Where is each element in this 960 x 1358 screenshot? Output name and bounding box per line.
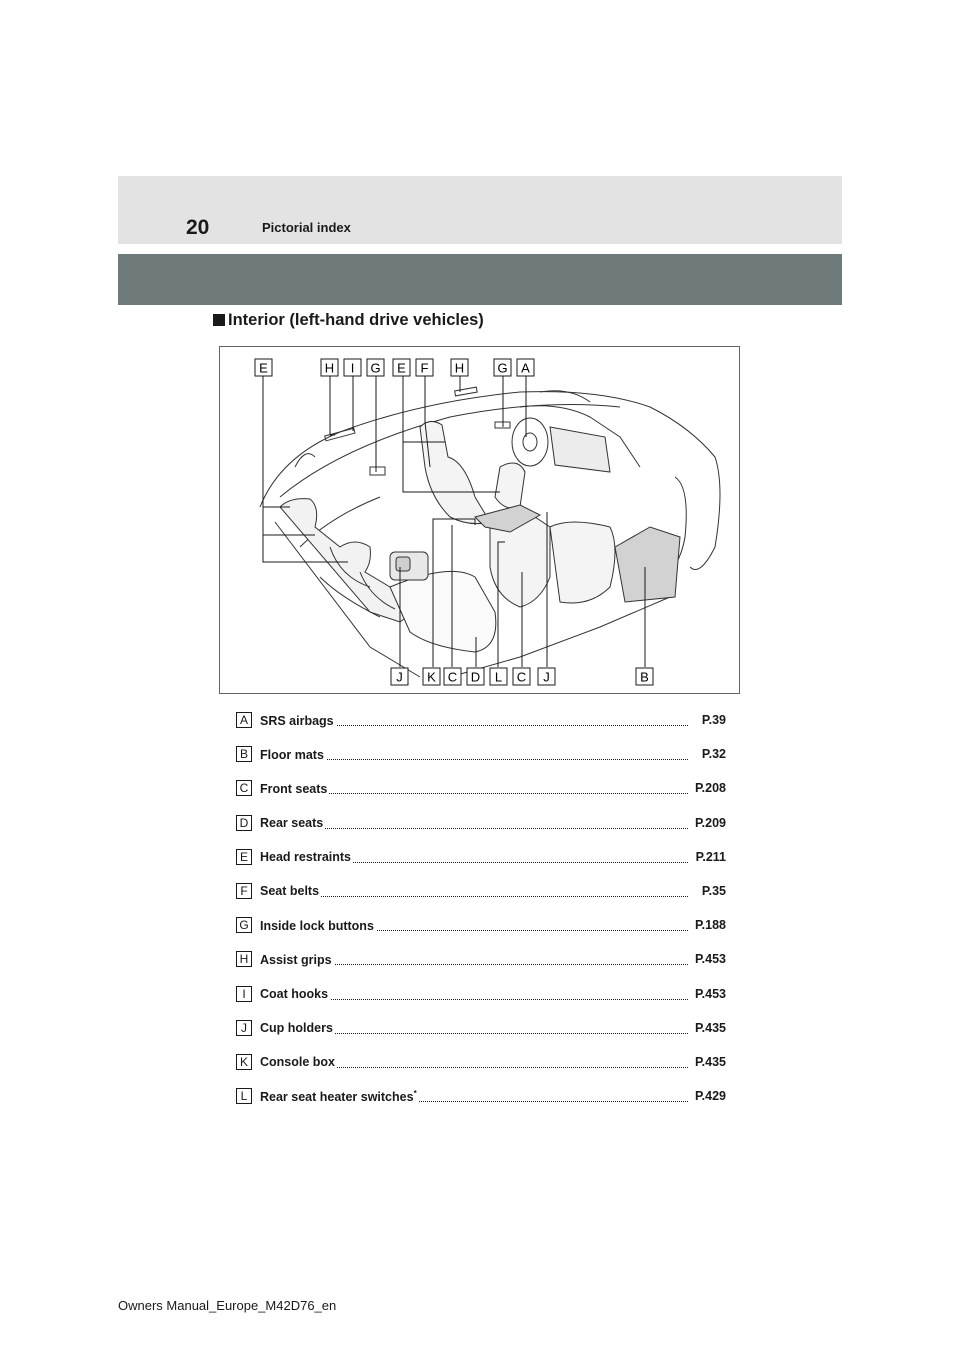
legend-label bbox=[260, 918, 376, 933]
callout-G bbox=[367, 359, 384, 376]
subheading-text: Interior (left-hand drive vehicles) bbox=[228, 311, 484, 329]
page-reference[interactable]: P.211 bbox=[695, 849, 726, 864]
legend-key: L bbox=[236, 1088, 252, 1104]
legend-label-text: Console box bbox=[260, 1055, 336, 1070]
interior-illustration bbox=[219, 346, 740, 694]
legend-entry bbox=[236, 1011, 726, 1045]
callout-F bbox=[416, 359, 433, 376]
leader-dots bbox=[260, 885, 688, 897]
legend-label-text: Seat belts bbox=[260, 884, 320, 899]
legend-label bbox=[260, 713, 336, 728]
legend-label bbox=[260, 849, 353, 864]
callout-label: D bbox=[470, 669, 481, 685]
callout-label: B bbox=[640, 669, 649, 685]
legend-label-text: Cup holders bbox=[260, 1021, 333, 1036]
footnote-marker: * bbox=[413, 1088, 417, 1098]
legend-label-text: Floor mats bbox=[260, 747, 324, 762]
bottom-callouts bbox=[391, 668, 653, 685]
legend-label bbox=[260, 747, 326, 762]
legend-entry bbox=[236, 806, 726, 840]
page-reference[interactable]: P.435 bbox=[694, 1020, 726, 1035]
callout-H bbox=[451, 359, 468, 376]
callout-H bbox=[321, 359, 338, 376]
legend-key: C bbox=[236, 780, 252, 796]
legend-key: F bbox=[236, 883, 252, 899]
callout-label: J bbox=[396, 669, 403, 685]
callout-I bbox=[344, 359, 361, 376]
legend-label-text: SRS airbags bbox=[260, 713, 334, 728]
cabin-outline bbox=[260, 387, 720, 677]
callout-label: C bbox=[447, 669, 458, 685]
title-band bbox=[118, 254, 842, 305]
callout-label: F bbox=[420, 360, 429, 376]
legend-label-text: Rear seats bbox=[260, 816, 324, 831]
legend-key: B bbox=[236, 746, 252, 762]
square-bullet-icon bbox=[213, 314, 225, 326]
legend-label bbox=[260, 1054, 337, 1069]
legend-entry bbox=[236, 703, 726, 737]
page-reference[interactable]: P.435 bbox=[694, 1054, 726, 1069]
callout-C bbox=[513, 668, 530, 685]
legend-label-text: Inside lock buttons bbox=[260, 918, 374, 933]
page-reference[interactable]: P.429 bbox=[694, 1089, 726, 1104]
legend-entry bbox=[236, 1045, 726, 1079]
callout-K bbox=[423, 668, 440, 685]
legend-entry bbox=[236, 737, 726, 771]
car-interior-drawing bbox=[220, 347, 741, 695]
legend-key: J bbox=[236, 1020, 252, 1036]
legend-label-text: Assist grips bbox=[260, 952, 332, 967]
legend-key: D bbox=[236, 815, 252, 831]
legend-label bbox=[260, 815, 325, 830]
callout-label: H bbox=[454, 360, 465, 376]
page-number: 20 bbox=[186, 216, 210, 239]
callout-label: E bbox=[259, 360, 268, 376]
callout-J bbox=[538, 668, 555, 685]
callout-E bbox=[255, 359, 272, 376]
legend-label bbox=[260, 781, 329, 796]
page-reference[interactable]: P.453 bbox=[694, 986, 726, 1001]
legend-entry bbox=[236, 874, 726, 908]
legend-entry bbox=[236, 977, 726, 1011]
callout-B bbox=[636, 668, 653, 685]
callout-label: I bbox=[350, 360, 355, 376]
legend-key: I bbox=[236, 986, 252, 1002]
callout-L bbox=[490, 668, 507, 685]
callout-A bbox=[517, 359, 534, 376]
legend-key: E bbox=[236, 849, 252, 865]
legend-label-text: Front seats bbox=[260, 782, 328, 797]
legend-key: K bbox=[236, 1054, 252, 1070]
callout-C bbox=[444, 668, 461, 685]
footer-document-id: Owners Manual_Europe_M42D76_en bbox=[118, 1298, 337, 1313]
legend-label bbox=[260, 1089, 419, 1104]
legend-label bbox=[260, 1020, 335, 1035]
page-reference[interactable]: P.188 bbox=[694, 918, 726, 933]
top-callouts bbox=[255, 359, 534, 376]
callout-label: K bbox=[427, 669, 436, 685]
callout-label: E bbox=[397, 360, 406, 376]
legend-label bbox=[260, 883, 321, 898]
legend-label-text: Head restraints bbox=[260, 850, 352, 865]
section-title: Pictorial index bbox=[262, 220, 351, 235]
page-reference[interactable]: P.39 bbox=[701, 713, 726, 728]
callout-label: J bbox=[543, 669, 550, 685]
page-reference[interactable]: P.208 bbox=[694, 781, 726, 796]
page-reference[interactable]: P.453 bbox=[694, 952, 726, 967]
legend-label bbox=[260, 952, 334, 967]
legend-entry bbox=[236, 840, 726, 874]
legend-entry bbox=[236, 771, 726, 805]
callout-label: G bbox=[497, 360, 508, 376]
legend-key: G bbox=[236, 917, 252, 933]
callout-label: A bbox=[521, 360, 530, 376]
page-reference[interactable]: P.32 bbox=[701, 747, 726, 762]
legend-key: A bbox=[236, 712, 252, 728]
callout-label: C bbox=[516, 669, 527, 685]
legend-key: H bbox=[236, 951, 252, 967]
callout-D bbox=[467, 668, 484, 685]
legend-list bbox=[236, 703, 726, 1113]
legend-entry bbox=[236, 908, 726, 942]
legend-label-text: Rear seat heater switches bbox=[260, 1089, 414, 1104]
header-band bbox=[118, 176, 842, 244]
legend-entry bbox=[236, 942, 726, 976]
callout-E bbox=[393, 359, 410, 376]
callout-G bbox=[494, 359, 511, 376]
callout-label: H bbox=[324, 360, 335, 376]
callout-J bbox=[391, 668, 408, 685]
callout-label: G bbox=[370, 360, 381, 376]
subheading bbox=[213, 311, 484, 330]
legend-entry bbox=[236, 1079, 726, 1113]
legend-label bbox=[260, 986, 330, 1001]
page-reference[interactable]: P.209 bbox=[694, 815, 726, 830]
page-reference[interactable]: P.35 bbox=[701, 884, 726, 899]
legend-label-text: Coat hooks bbox=[260, 987, 329, 1002]
callout-label: L bbox=[494, 669, 503, 685]
